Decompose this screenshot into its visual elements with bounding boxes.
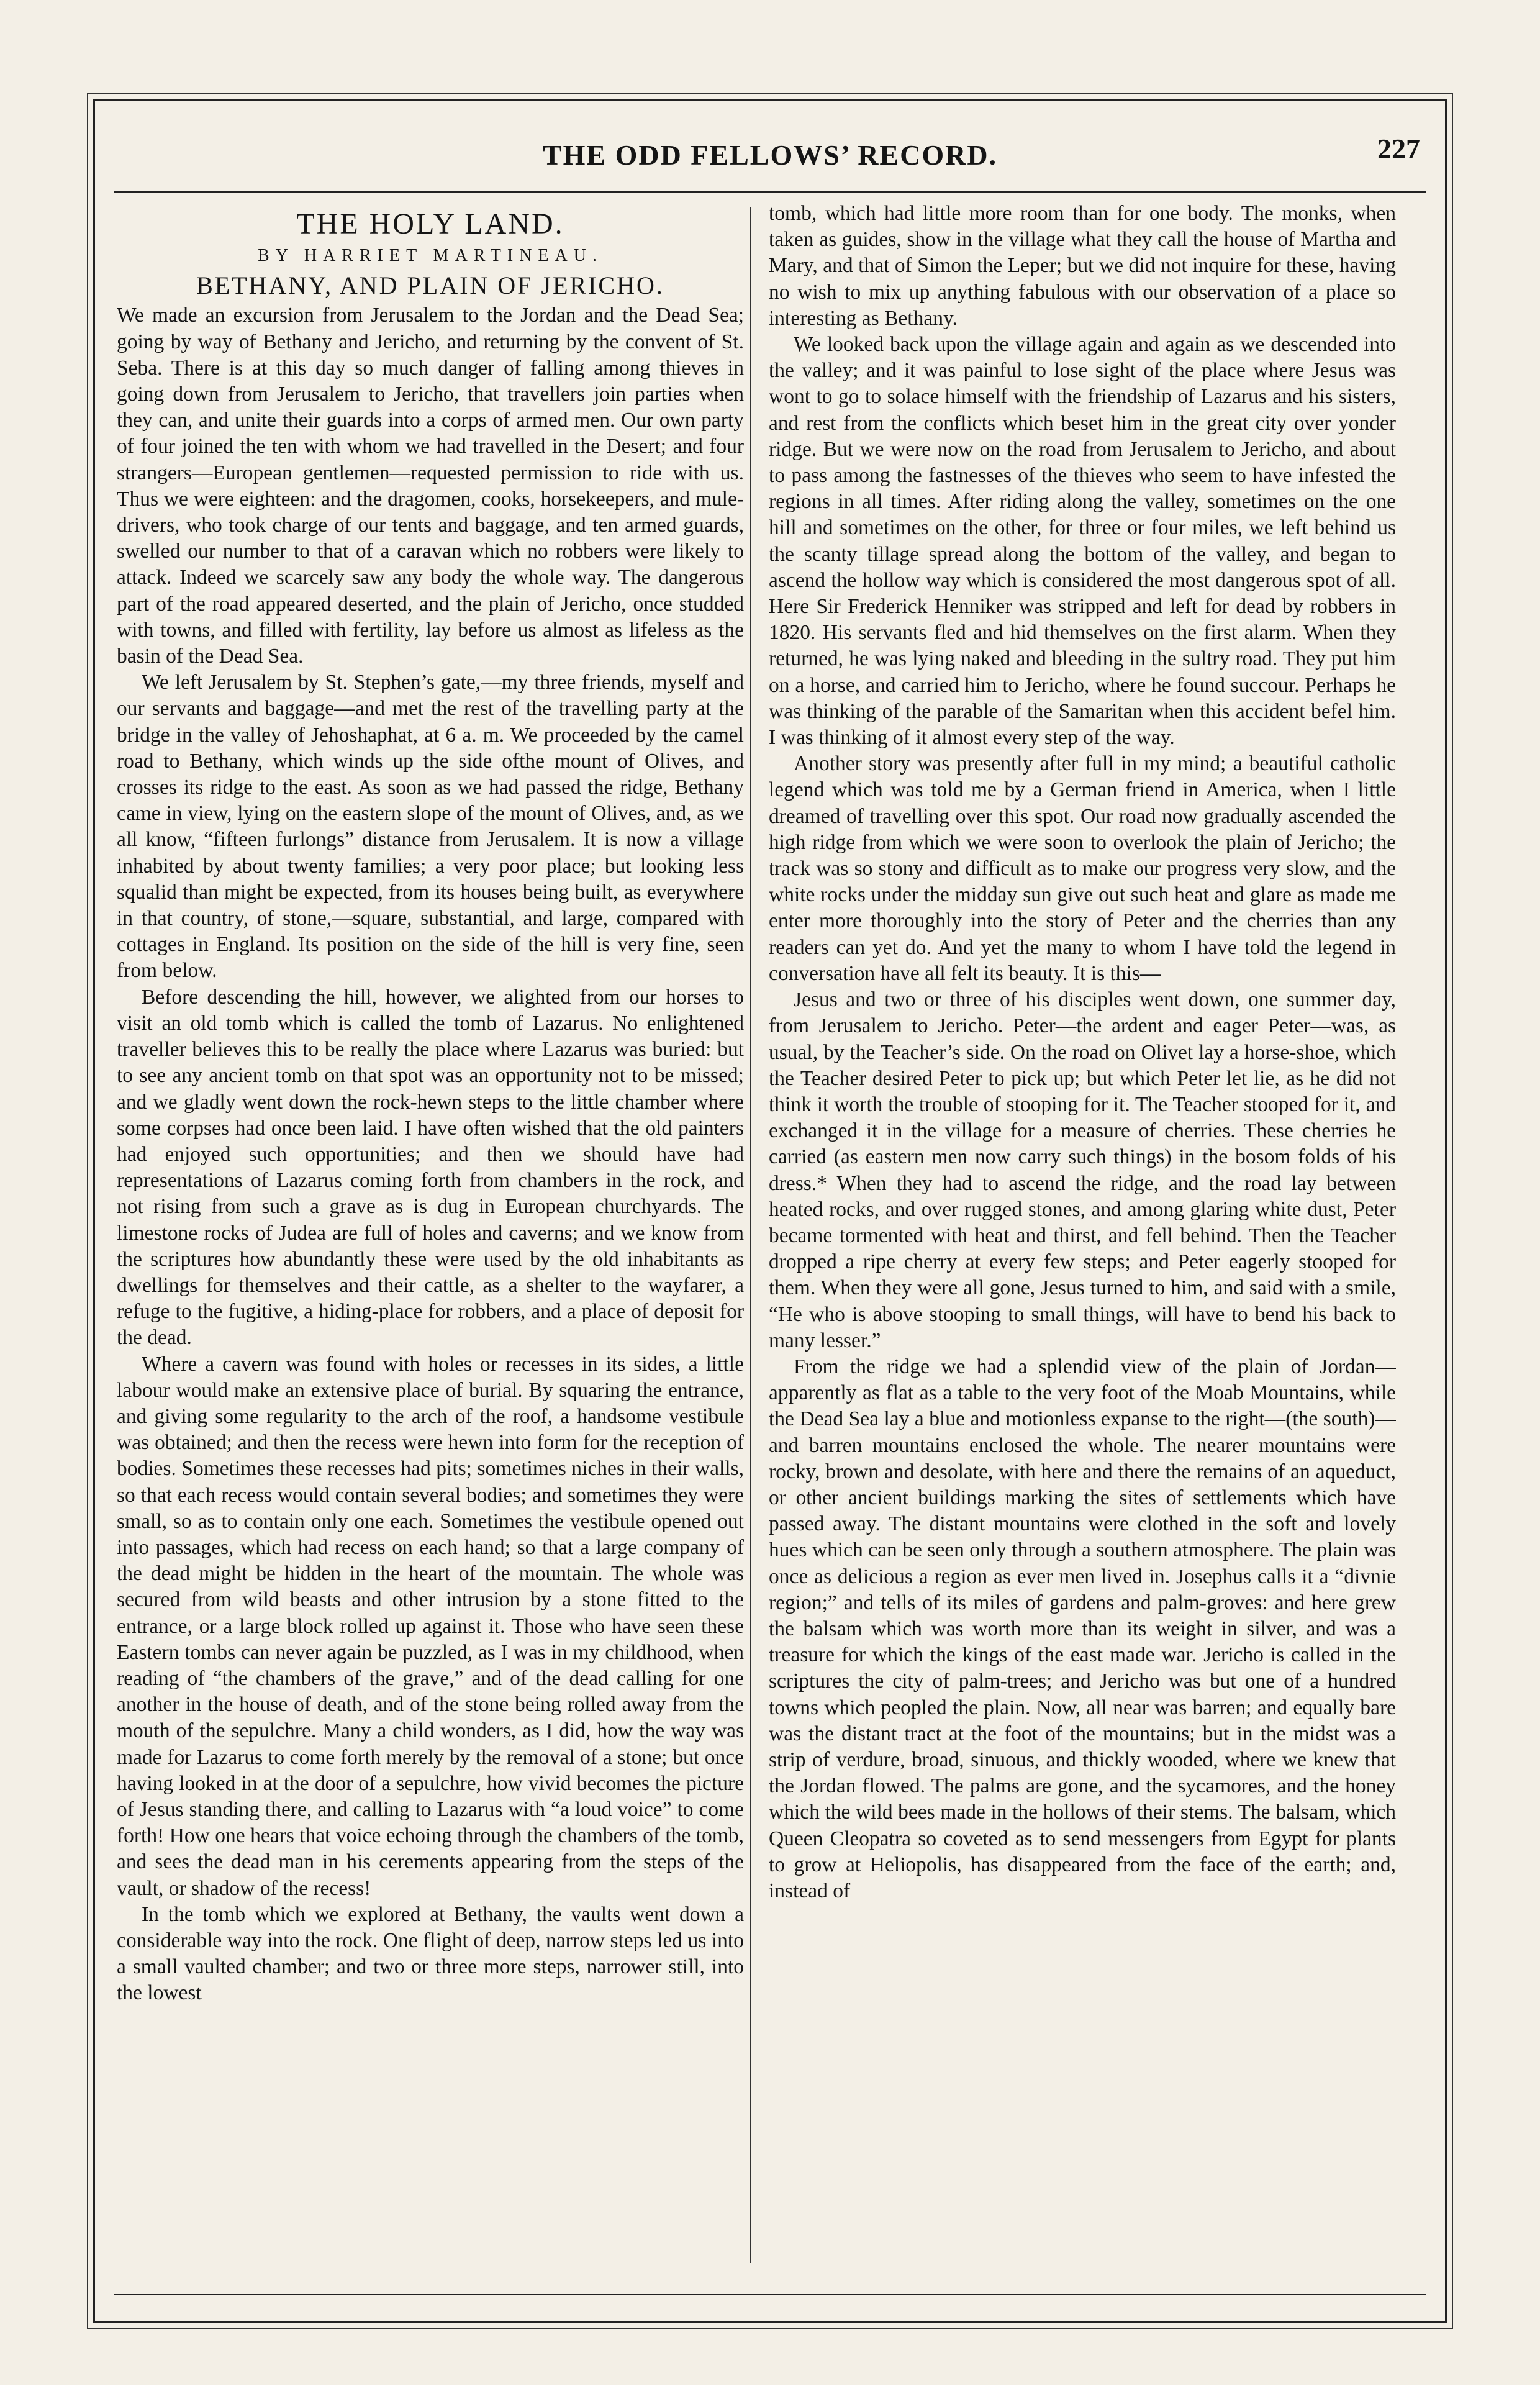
paragraph: In the tomb which we explored at Bethany, the vaults went down a considerable way into the rock. One flight of deep, narrow steps led us into a small vaulted chamber; and two or three more steps, narrower still, into the lowest — [117, 1902, 744, 2005]
page-number: 227 — [1377, 133, 1420, 165]
column-divider — [750, 207, 751, 2263]
newspaper-page — [93, 99, 1447, 2323]
paragraph: We looked back upon the village again and again as we descended into the valley; and it was painful to lose sight of the place where Jesus was wont to go to solace himself with the friendship of Lazarus and his sisters, and rest from the conflicts which beset him in the great city over yonder ridge. But we were now on the road from Jerusalem to Jericho, and about to pass among the fastnesses of the thieves who seem to have infested the regions in all times. After riding along the valley, sometimes on the one hill and sometimes on the other, for three or four miles, we left behind us the scanty tillage spread along the bottom of the valley, and began to ascend the hollow way which is considered the most dangerous spot of all. Here Sir Frederick Henniker was stripped and left for dead by robbers in 1820. His servants fled and hid themselves on the first alarm. When they returned, he was lying naked and bleeding in the sultry road. They put him on a horse, and carried him to Jericho, where he found succour. Perhaps he was thinking of the parable of the Samaritan when this accident befel him. I was thinking of it almost every step of the way. — [769, 333, 1396, 750]
paragraph: tomb, which had little more room than for one body. The monks, when taken as guides, show in the village what they call the house of Martha and Mary, and that of Simon the Leper; but we did not inquire for these, having no wish to mix up anything fabulous with our observation of a place so interesting as Bethany. — [769, 202, 1396, 330]
paragraph: Another story was presently after full in my mind; a beautiful catholic legend which was told me by a German friend in America, when I little dreamed of travelling over this spot. Our road now gradually ascended the high ridge from which we were soon to overlook the plain of Jericho; the track was so stony and difficult as to make our progress very slow, and the white rocks under the midday sun give out such heat and glare as made me enter more thoroughly into the story of Peter and the cherries than any readers can yet do. And yet the many to whom I have told the legend in conversation have all felt its beauty. It is this— — [769, 752, 1396, 985]
paragraph: Jesus and two or three of his disciples went down, one summer day, from Jerusalem to Jericho. Peter—the ardent and eager Peter—was, as usual, by the Teacher’s side. On the road on Olivet lay a horse-shoe, which the Teacher desired Peter to pick up; but which Peter let lie, as he did not think it worth the trouble of stooping for it. The Teacher stooped for it, and exchanged it in the village for a measure of cherries. These cherries he carried (as eastern men now carry such things) in the bosom folds of his dress.* When they had to ascend the ridge, and the road lay between heated rocks, and over rugged stones, and among glaring white dust, Peter became tormented with heat and thirst, and fell behind. Then the Teacher dropped a ripe cherry at every few steps; and Peter eagerly stooped for them. When they were all gone, Jesus turned to him, and said with a smile, “He who is above stooping to small things, will have to bend his back to many lesser.” — [769, 988, 1396, 1352]
article-title: THE HOLY LAND. — [296, 207, 564, 240]
paragraph: From the ridge we had a splendid view of the plain of Jordan—apparently as flat as a table to the very foot of the Moab Mountains, while the Dead Sea lay a blue and motionless expanse to the right—(the south)—and barren mountains enclosed the whole. The nearer mountains were rocky, brown and desolate, with here and there the remains of an aqueduct, or other ancient buildings marking the sites of settlements which have passed away. The distant mountains were clothed in the soft and lovely hues which can be seen only through a southern atmosphere. The plain was once as delicious a region as ever men lived in. Josephus calls it a “divnie region;” and tells of its miles of gardens and palm-groves: and here grew the balsam which was worth more than its weight in silver, and was a treasure for which the kings of the east made war. Jericho is called in the scriptures the city of palm-trees; and Jericho was but one of a hundred towns which peopled the plain. Now, all near was barren; and equally bare was the distant tract at the foot of the mountains; but in the midst was a strip of verdure, broad, sinuous, and thickly wooded, where we knew that the Jordan flowed. The palms are gone, and the sycamores, and the honey which the wild bees made in the hollows of their stems. The balsam, which Queen Cleopatra so coveted as to send messengers from Egypt for plants to grow at Heliopolis, has disappeared from the face of the earth; and, instead of — [769, 1355, 1396, 1902]
paragraph: We left Jerusalem by St. Stephen’s gate,—my three friends, myself and our servants and baggage—and met the rest of the travelling party at the bridge in the valley of Jehoshaphat, at 6 a. m. We proceeded by the camel road to Bethany, which winds up the side ofthe mount of Olives, and crosses its ridge to the east. As soon as we had passed the ridge, Bethany came in view, lying on the eastern slope of the mount of Olives, and, as we all know, “fifteen furlongs” distance from Jerusalem. It is now a village inhabited by about twenty families; a very poor place; but looking less squalid than might be expected, from its houses being built, as everywhere in that country, of stone,—square, substantial, and large, compared with cottages in England. Its position on the side of the hill is very fine, seen from below. — [117, 671, 744, 983]
header-rule — [114, 191, 1426, 193]
paragraph: We made an excursion from Jerusalem to the Jordan and the Dead Sea; going by way of Bethany and Jericho, and returning by the convent of St. Seba. There is at this day so much danger of falling among thieves in going down from Jerusalem to Jericho, that travellers join parties when they can, and unite their guards into a corps of armed men. Our own party of four joined the ten with whom we had travelled in the Desert; and four strangers—European gentlemen—requested permission to ride with us. Thus we were eighteen: and the dragomen, cooks, horsekeepers, and mule-drivers, who took charge of our tents and baggage, and ten armed guards, swelled our number to that of a caravan which no robbers were likely to attack. Indeed we scarcely saw any body the whole way. The dangerous part of the road appeared deserted, and the plain of Jericho, once studded with towns, and filled with fertility, lay before us almost as lifeless as the basin of the Dead Sea. — [117, 304, 744, 668]
page-header — [95, 126, 1445, 182]
article-byline: BY HARRIET MARTINEAU. — [258, 246, 603, 265]
right-column — [769, 201, 1396, 2263]
paragraph: Before descending the hill, however, we alighted from our horses to visit an old tomb which is called the tomb of Lazarus. No enlightened traveller believes this to be really the place where Lazarus was buried: but to see any ancient tomb on that spot was an opportunity not to be missed; and we gladly went down the rock-hewn steps to the little chamber where some corpses had once been laid. I have often wished that the old painters had enjoyed such opportunities; and then we should have had representations of Lazarus coming forth from chambers in the rock, and not rising from such a grave as is dug in European churchyards. The limestone rocks of Judea are full of holes and caverns; and we know from the scriptures how abundantly these were used by the old inhabitants as dwellings for themselves and their cattle, as a shelter to the wayfarer, a refuge to the fugitive, a hiding-place for robbers, and a place of deposit for the dead. — [117, 985, 744, 1350]
article-subtitle: BETHANY, AND PLAIN OF JERICHO. — [196, 271, 664, 300]
paragraph: Where a cavern was found with holes or recesses in its sides, a little labour would make an extensive place of burial. By squaring the entrance, and giving some regularity to the arch of the roof, a handsome vestibule was obtained; and then the recess were hewn into form for the reception of bodies. Sometimes these recesses had pits; sometimes niches in their walls, so that each recess would contain several bodies; and sometimes they were small, so as to contain only one each. Sometimes the vestibule opened out into passages, which had recess on each hand; so that a large company of the dead might be hidden in the heart of the mountain. The whole was secured from wild beasts and other intrusion by a stone fitted to the entrance, or a large block rolled up against it. Those who have seen these Eastern tombs can never again be puzzled, as I was in my childhood, when reading of “the chambers of the grave,” and of the dead calling for one another in the house of death, and of the stone being rolled away from the mouth of the sepulchre. Many a child wonders, as I did, how the way was made for Lazarus to come forth merely by the removal of a stone; but once having looked in at the door of a sepulchre, how vivid becomes the picture of Jesus standing there, and calling to Lazarus with “a loud voice” to come forth! How one hears that voice echoing through the chambers of the tomb, and sees the dead man in his cerements appearing from the steps of the vault, or shadow of the recess! — [117, 1352, 744, 1900]
footer-rule — [114, 2294, 1426, 2296]
left-column — [117, 201, 744, 2263]
running-title: THE ODD FELLOWS’ RECORD. — [542, 139, 998, 171]
